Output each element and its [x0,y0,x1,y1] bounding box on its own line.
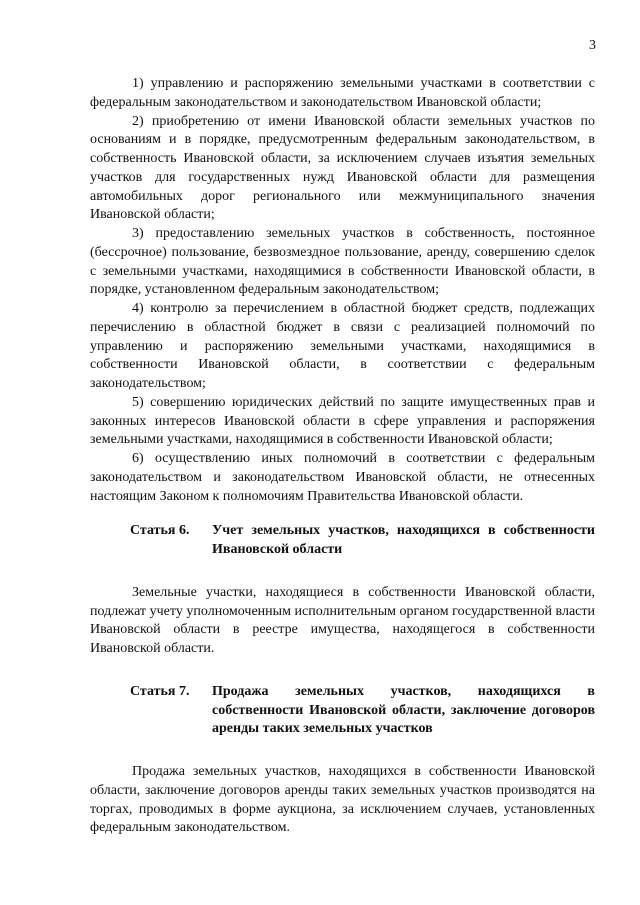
page-number: 3 [589,38,596,53]
article-6-label: Статья 6. [130,523,190,539]
article-7-label: Статья 7. [130,683,190,699]
list-item-3: 3) предоставлению земельных участков в собственность, постоянное (бессрочное) пользование, безвозмездное пользование, аренду, совершению сделок с земельными участками, находящимися в собственности Ивановской области, в порядке, установленном федеральным законодательством; [90,226,595,298]
article-7-title: Продажа земельных участков, находящихся в собственности Ивановской области, заключение договоров аренды таких земельных участков [212,683,595,737]
list-item-2: 2) приобретению от имени Ивановской области земельных участков по основаниям и в порядке, предусмотренным федеральным законодательством, в собственность Ивановской области, за исключением случаев изъятия земельных участков для государственных нужд Ивановской области для размещения автомобильных дорог регионального или межмуниципального значения Ивановской области; [90,113,595,223]
list-item-4: 4) контролю за перечислением в областной бюджет средств, подлежащих перечислению в областной бюджет в связи с реализацией полномочий по управлению и распоряжению земельными участками, находящимися в собственности Ивановской области, в соответствии с федеральным законодательством; [90,301,595,391]
document-body [90,75,595,838]
list-item-5: 5) совершению юридических действий по защите имущественных прав и законных интересов Ивановской области в сфере управления и распоряжения земельными участками, находящимися в собственности Ивановской области; [90,394,595,448]
article-6-text: Земельные участки, находящиеся в собственности Ивановской области, подлежат учету уполномоченным исполнительным органом государственной власти Ивановской области в реестре имущества, находящегося в собственности Ивановской области. [90,584,595,656]
list-item-6: 6) осуществлению иных полномочий в соответствии с федеральным законодательством и законодательством Ивановской области, не отнесенных настоящим Законом к полномочиям Правительства Ивановской области. [90,451,595,504]
article-6-heading [90,522,595,560]
list-item-1: 1) управлению и распоряжению земельными участками в соответствии с федеральным законодательством и законодательством Ивановской области; [90,76,595,110]
article-7-text: Продажа земельных участков, находящихся в собственности Ивановской области, заключение договоров аренды таких земельных участков производятся на торгах, проводимых в форме аукциона, за исключением случаев, установленных федеральным законодательством. [90,764,595,836]
article-6-title: Учет земельных участков, находящихся в собственности Ивановской области [212,523,595,557]
article-7-heading [90,683,595,739]
